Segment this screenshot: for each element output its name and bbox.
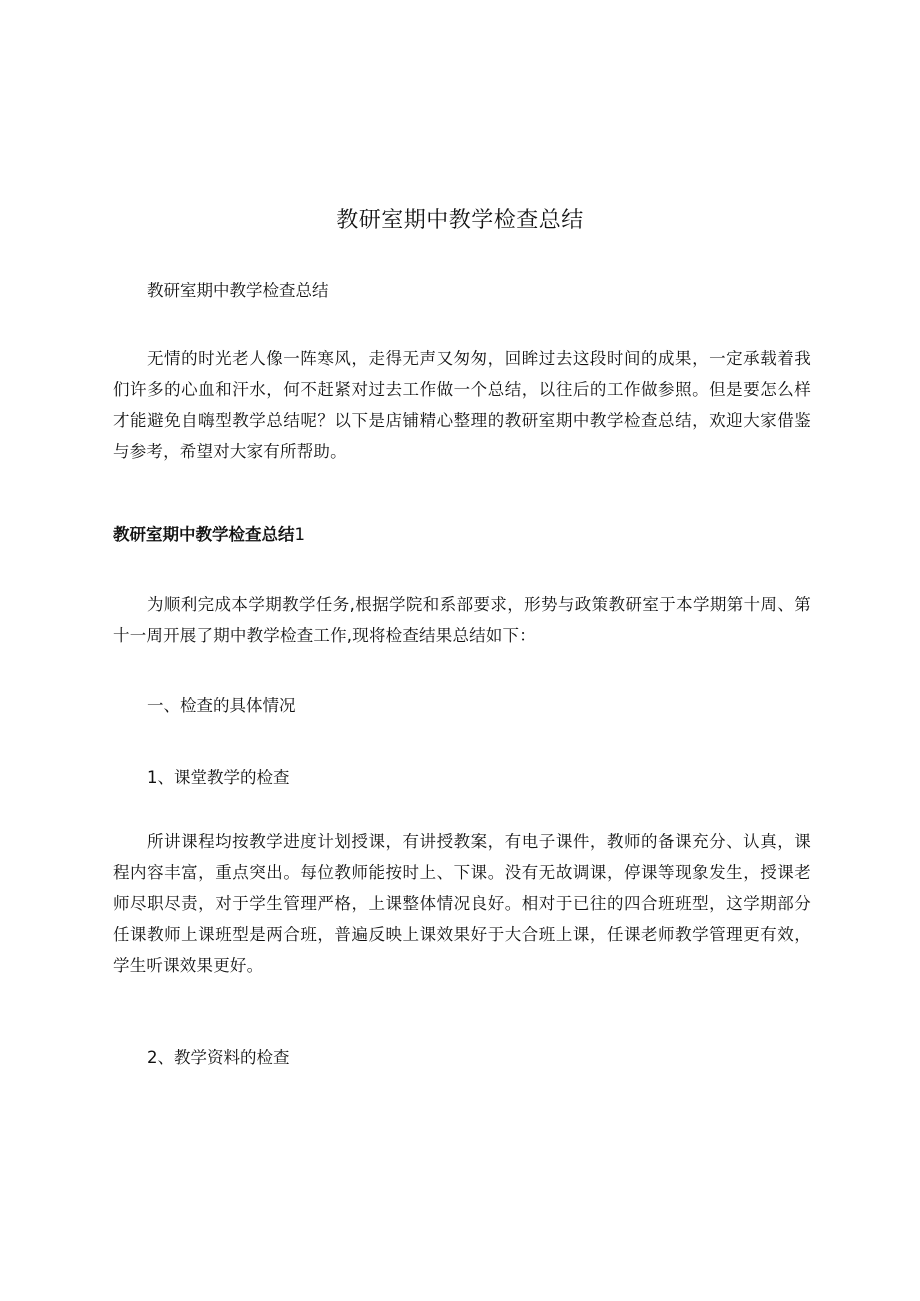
heading-materials-check: 2、教学资料的检查 [147, 1048, 290, 1067]
section-heading [113, 519, 811, 550]
intro-paragraph: 无情的时光老人像一阵寒风，走得无声又匆匆，回眸过去这段时间的成果，一定承载着我们许多的心血和汗水，何不赶紧对过去工作做一个总结，以往后的工作做参照。但是要怎么样才能避免自嗨型教学总结呢？以下是店铺精心整理的教研室期中教学检查总结，欢迎大家借鉴与参考，希望对大家有所帮助。 [113, 349, 811, 461]
section-heading-number: 1 [294, 525, 305, 544]
heading-classroom-check: 1、课堂教学的检查 [147, 768, 290, 787]
section-heading-text: 教研室期中教学检查总结 [113, 525, 295, 544]
document-title: 教研室期中教学检查总结 [336, 208, 584, 233]
paragraph-intro-check: 为顺利完成本学期教学任务,根据学院和系部要求，形势与政策教研室于本学期第十周、第十一周开展了期中教学检查工作,现将检查结果总结如下： [113, 595, 811, 645]
heading-check-details: 一、检查的具体情况 [147, 696, 296, 715]
paragraph-classroom-check: 所讲课程均按教学进度计划授课，有讲授教案，有电子课件，教师的备课充分、认真，课程内容丰富，重点突出。每位教师能按时上、下课。没有无故调课，停课等现象发生，授课老师尽职尽责，对于学生管理严格，上课整体情况良好。相对于已往的四合班班型，这学期部分任课教师上课班型是两合班，普遍反映上课效果好于大合班上课，任课老师教学管理更有效，学生听课效果更好。 [113, 832, 811, 975]
document-subtitle: 教研室期中教学检查总结 [147, 281, 329, 300]
